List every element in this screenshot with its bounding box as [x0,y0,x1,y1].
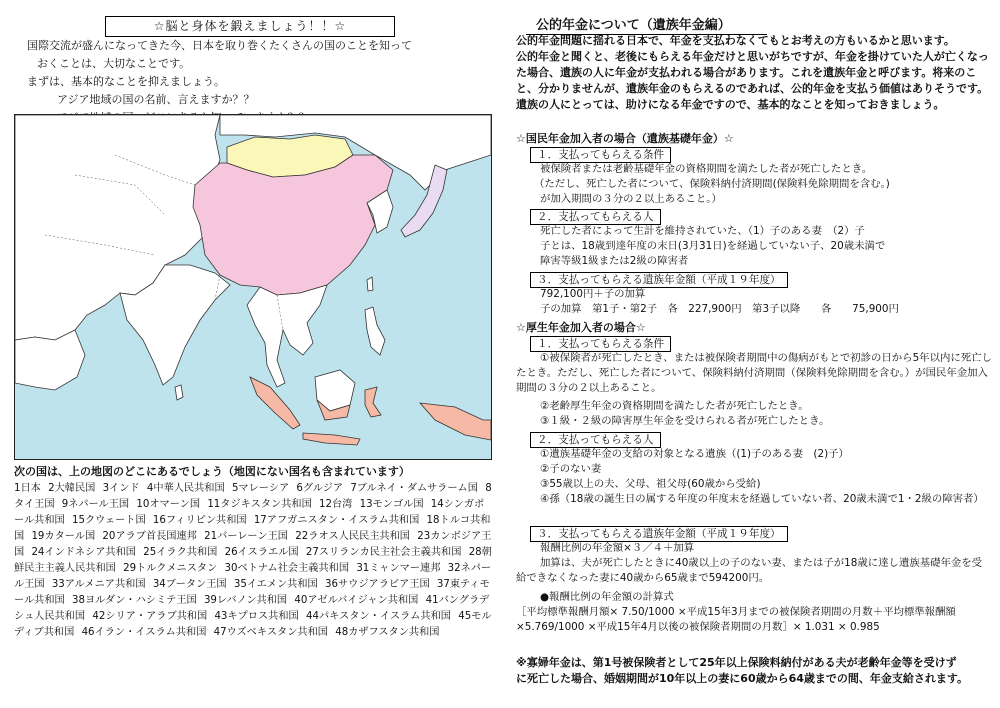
country-item: 7ブルネイ・ダムサラーム国 [350,483,478,494]
note-line: ※寡婦年金は、第1号被保険者として25年以上保険料納付がある夫が老齢年金等を受けず [516,656,957,669]
national-amount-line: 792,100円＋子の加算 [540,288,646,300]
country-item: 25イラク共和国 [143,547,218,558]
country-item: 4中華人民共和国 [146,483,225,494]
country-item: 14シンガポール共和国 [14,499,485,526]
welfare-amount-line: 報酬比例の年金額×３／４＋加算 [540,542,695,554]
country-item: 12台湾 [319,499,353,510]
national-condition-line: が加入期間の３分の２以上あること。） [540,193,722,205]
quiz-title: ☆脳と身体を鍛えましょう！！☆ [105,16,395,37]
country-item: 24インドネシア共和国 [31,547,136,558]
country-item: 30ベトナム社会主義共和国 [224,563,350,574]
country-item: 44パキスタン・イスラム共和国 [305,611,451,622]
country-item: 33アルメニア共和国 [51,579,146,590]
national-recipient-line: 障害等級1級または2級の障害者 [540,255,689,267]
country-item: 35イエメン共和国 [233,579,318,590]
country-item: 10オマーン国 [136,499,201,510]
welfare-condition-line: ①被保険者が死亡したとき、または被保険者期間中の傷病がもとで初診の日から5年以内に死亡したとき。ただし、死亡した者について、保険料納付済期間（保険料免除期間を含む。）が国民年金加入期間の３分の２以上あること。 [516,352,992,394]
intro-line: まずは、基本的なことを抑えましょう。 [27,75,225,88]
national-condition-line: 被保険者または老齢基礎年金の資格期間を満たした者が死亡したとき。 [540,163,873,175]
national-recipient-header: ２．支払ってもらえる人 [530,209,661,225]
right-column [500,0,1000,708]
note-line: に死亡した場合、婚姻期間が10年以上の妻に60歳から64歳までの間、年金支給されます。 [516,672,969,685]
intro-line: おくことは、大切なことです。 [37,57,191,70]
welfare-amount-line: ●報酬比例の年金額の計算式 [540,591,674,603]
intro-line: 国際交流が盛んになってきた今、日本を取り巻くたくさんの国のことを知って [27,39,412,52]
welfare-recipient-line: ①遺族基礎年金の支給の対象となる遺族（(1)子のある妻 (2)子） [540,448,849,460]
intro-line: アジア地域の国の名前、言えますか？？ [57,93,255,106]
welfare-recipient-header: ２．支払ってもらえる人 [530,432,661,448]
welfare-recipient-line: ④孫（18歳の誕生日の属する年度の年度末を経過していない者、20歳未満で1・2級の障害者） [540,493,984,505]
country-item: 41バングラデシュ人民共和国 [14,595,490,622]
country-item: 17アフガニスタン・イスラム共和国 [253,515,420,526]
land-java [303,433,360,445]
land-papua [420,403,491,440]
asia-map [14,114,492,460]
country-item: 38ヨルダン・ハシミテ王国 [71,595,197,606]
country-item: 9ネパール王国 [61,499,130,510]
country-item: 29トルクメニスタン [123,563,218,574]
country-item: 23カンボジア王国 [14,531,492,558]
country-item: 45モルディブ共和国 [14,611,492,638]
country-item: 28朝鮮民主主義人民共和国 [14,547,492,574]
country-item: 5マレーシア [231,483,290,494]
national-recipient-line: 子とは、18歳到達年度の末日(3月31日)を経過していない子、20歳未満で [540,240,886,252]
country-item: 47ウズベキスタン共和国 [213,627,328,638]
welfare-formula: ［平均標準報酬月額× 7.50/1000 ×平成15年3月までの被保険者期間の月数＋平均標準報酬額×5.769/1000 ×平成15年4月以後の被保険者期間の月数］× 1.031 × 0.985 [516,606,956,633]
country-item: 13モンゴル国 [359,499,424,510]
country-item: 18トルコ共和国 [14,515,491,542]
asia-map-graphic [15,115,491,459]
welfare-condition-line: ③１級・２級の障害厚生年金を受けられる者が死亡したとき。 [540,415,830,427]
welfare-amount-line: 加算は、夫が死亡したときに40歳以上の子のない妻、または子が18歳に達し遺族基礎年金を受給できなくなった妻に40歳から65歳まで594200円。 [516,557,983,584]
land-china [193,155,393,295]
country-item: 34ブータン王国 [152,579,227,590]
national-pension-heading: ☆国民年金加入者の場合（遺族基礎年金）☆ [516,132,734,145]
national-condition-line: （ただし、死亡した者について、保険料納付済期間(保険料免除期間を含む。) [534,178,890,190]
national-amount-header: ３．支払ってもらえる遺族年金額（平成１９年度） [530,272,788,288]
country-item: 27スリランカ民主社会主義共和国 [305,547,462,558]
country-item: 43キプロス共和国 [214,611,299,622]
country-item: 1日本 [14,483,41,494]
land-philippines [365,307,385,355]
country-list [14,481,492,641]
welfare-recipient-line: ②子のない妻 [540,463,602,475]
country-item: 42シリア・アラブ共和国 [92,611,208,622]
country-item: 8タイ王国 [14,483,492,510]
country-item: 22ラオス人民民主共和国 [295,531,410,542]
country-item: 19カタール国 [31,531,96,542]
country-item: 2大韓民国 [48,483,96,494]
land-sea-mainland [247,285,327,387]
country-item: 32ネパール王国 [14,563,492,590]
country-item: 3インド [102,483,140,494]
welfare-amount-header: ３．支払ってもらえる遺族年金額（平成１９年度） [530,526,788,542]
country-item: 31ミャンマー連邦 [356,563,441,574]
country-item: 48カザフスタン共和国 [335,627,440,638]
land-arabia [15,330,85,390]
national-amount-line: 子の加算 第1子・第2子 各 227,900円 第3子以降 各 75,900円 [540,303,899,315]
land-sulawesi [365,387,381,417]
country-item: 21バーレーン王国 [204,531,288,542]
country-item: 20アラブ首長国連邦 [102,531,197,542]
welfare-condition-header: １．支払ってもらえる条件 [530,336,671,352]
welfare-pension-heading: ☆厚生年金加入者の場合☆ [516,321,646,334]
national-condition-header: １．支払ってもらえる条件 [530,147,671,163]
question-heading: 次の国は、上の地図のどこにあるでしょう（地図にない国名も含まれています） [14,465,410,478]
intro-paragraph: 公的年金と聞くと、老後にもらえる年金だけと思いがちですが、年金を掛けていた人が亡くなった場合、遺族の人に年金が支払われる場合があります。これを遺族年金と呼びます。将来のこと、分かりませんが、遺族年金のもらえるのであれば、公的年金を支払う価値はありそうです。遺族の人にとっては、助けになる年金ですので、基本的なことを知っておきましょう。 [516,50,989,111]
country-item: 40アゼルバイジャン共和国 [294,595,419,606]
country-item: 26イスラエル国 [224,547,299,558]
pension-title: 公的年金について（遺族年金編） [526,14,767,35]
country-item: 36サウジアラビア王国 [324,579,430,590]
intro-paragraph: 公的年金問題に揺れる日本で、年金を支払わなくてもとお考えの方もいるかと思います。 [516,34,955,47]
land-srilanka [175,385,183,400]
welfare-recipient-line: ③55歳以上の夫、父母、祖父母(60歳から受給) [540,478,761,490]
country-item: 37東ティモール共和国 [14,579,490,606]
country-item: 46イラン・イスラム共和国 [81,627,207,638]
country-item: 15クウェート国 [71,515,146,526]
widow-pension-note [516,655,992,687]
country-item: 39レバノン共和国 [203,595,288,606]
land-taiwan [367,277,373,291]
country-item: 6グルジア [296,483,344,494]
land-sumatra [250,377,300,429]
national-recipient-line: 死亡した者によって生計を維持されていた、（1）子のある妻 （2）子 [540,225,865,237]
welfare-condition-line: ②老齢厚生年金の資格期間を満たした者が死亡したとき。 [540,400,809,412]
country-item: 11タジキスタン共和国 [207,499,312,510]
pension-intro [516,33,992,113]
country-item: 16フィリピン共和国 [152,515,247,526]
